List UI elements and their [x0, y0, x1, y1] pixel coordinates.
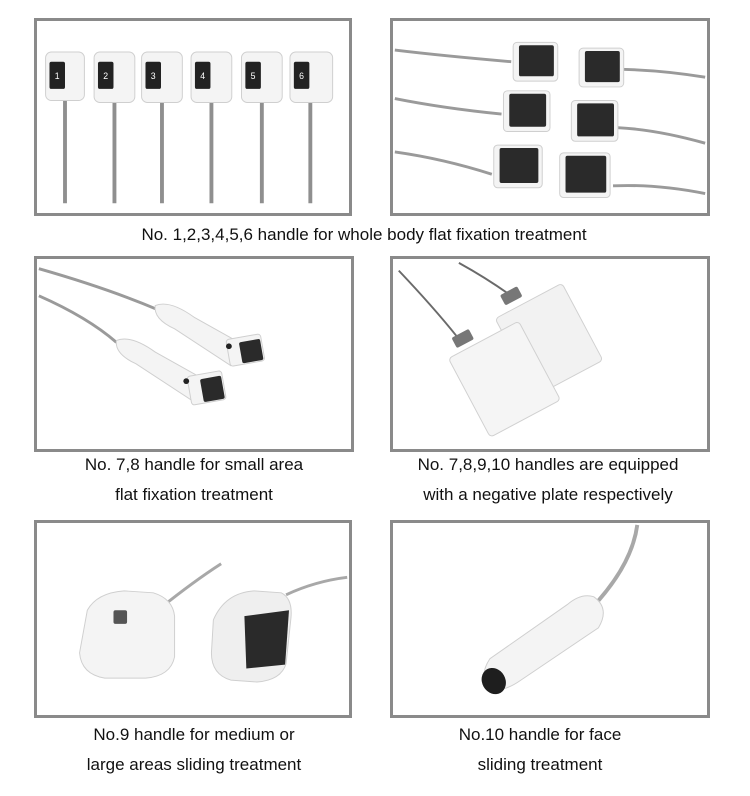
photo-handle-9	[34, 520, 352, 718]
photo-square-pads	[390, 18, 710, 216]
pad-2	[579, 48, 624, 87]
caption-line: large areas sliding treatment	[86, 755, 302, 774]
caption-line: No. 7,8,9,10 handles are equipped	[417, 455, 679, 474]
handle-number-1: 1	[54, 71, 60, 82]
handle-7	[155, 304, 265, 366]
caption-line: No.10 handle for face	[458, 725, 622, 744]
caption-line: No. 1,2,3,4,5,6 handle for whole body flat fixation treatment	[141, 225, 587, 244]
caption-line: No. 7,8 handle for small area	[84, 455, 304, 474]
caption-line: with a negative plate respectively	[423, 485, 673, 504]
handle-number-3: 3	[150, 71, 156, 82]
handle-number-4: 4	[200, 71, 206, 82]
caption-line: flat fixation treatment	[115, 485, 273, 504]
handle-number-5: 5	[250, 71, 256, 82]
caption-handles-7-8	[34, 450, 354, 510]
handle-10-illustration	[393, 523, 707, 715]
handle-10-body	[477, 596, 603, 699]
pad-4	[571, 101, 618, 142]
handle-1	[46, 52, 85, 203]
caption-line: No.9 handle for medium or	[93, 725, 295, 744]
handle-number-2: 2	[103, 71, 109, 82]
caption-negative-plates	[378, 450, 718, 510]
handle-5	[241, 52, 282, 203]
handle-9-illustration	[37, 523, 349, 715]
negative-plates-illustration	[393, 259, 707, 449]
photo-handle-10	[390, 520, 710, 718]
caption-handles-1-6	[34, 220, 694, 250]
handle-3	[142, 52, 183, 203]
handle-9-top-view	[80, 591, 175, 678]
handle-6	[290, 52, 333, 203]
caption-line: sliding treatment	[477, 755, 603, 774]
pad-1	[513, 42, 558, 81]
square-pads-illustration	[393, 21, 707, 213]
handles-7-8-illustration	[37, 259, 351, 449]
caption-handle-9	[34, 720, 354, 780]
handle-4	[191, 52, 232, 203]
photo-handles-1-6	[34, 18, 352, 216]
photo-handles-7-8	[34, 256, 354, 452]
handle-9-side-view	[211, 591, 291, 682]
pad-5	[494, 145, 542, 188]
handle-2	[94, 52, 135, 203]
handle-number-6: 6	[299, 71, 305, 82]
photo-negative-plates	[390, 256, 710, 452]
pad-6	[560, 153, 610, 198]
caption-handle-10	[390, 720, 690, 780]
pad-3	[503, 91, 550, 132]
handles-1-6-illustration	[37, 21, 349, 213]
